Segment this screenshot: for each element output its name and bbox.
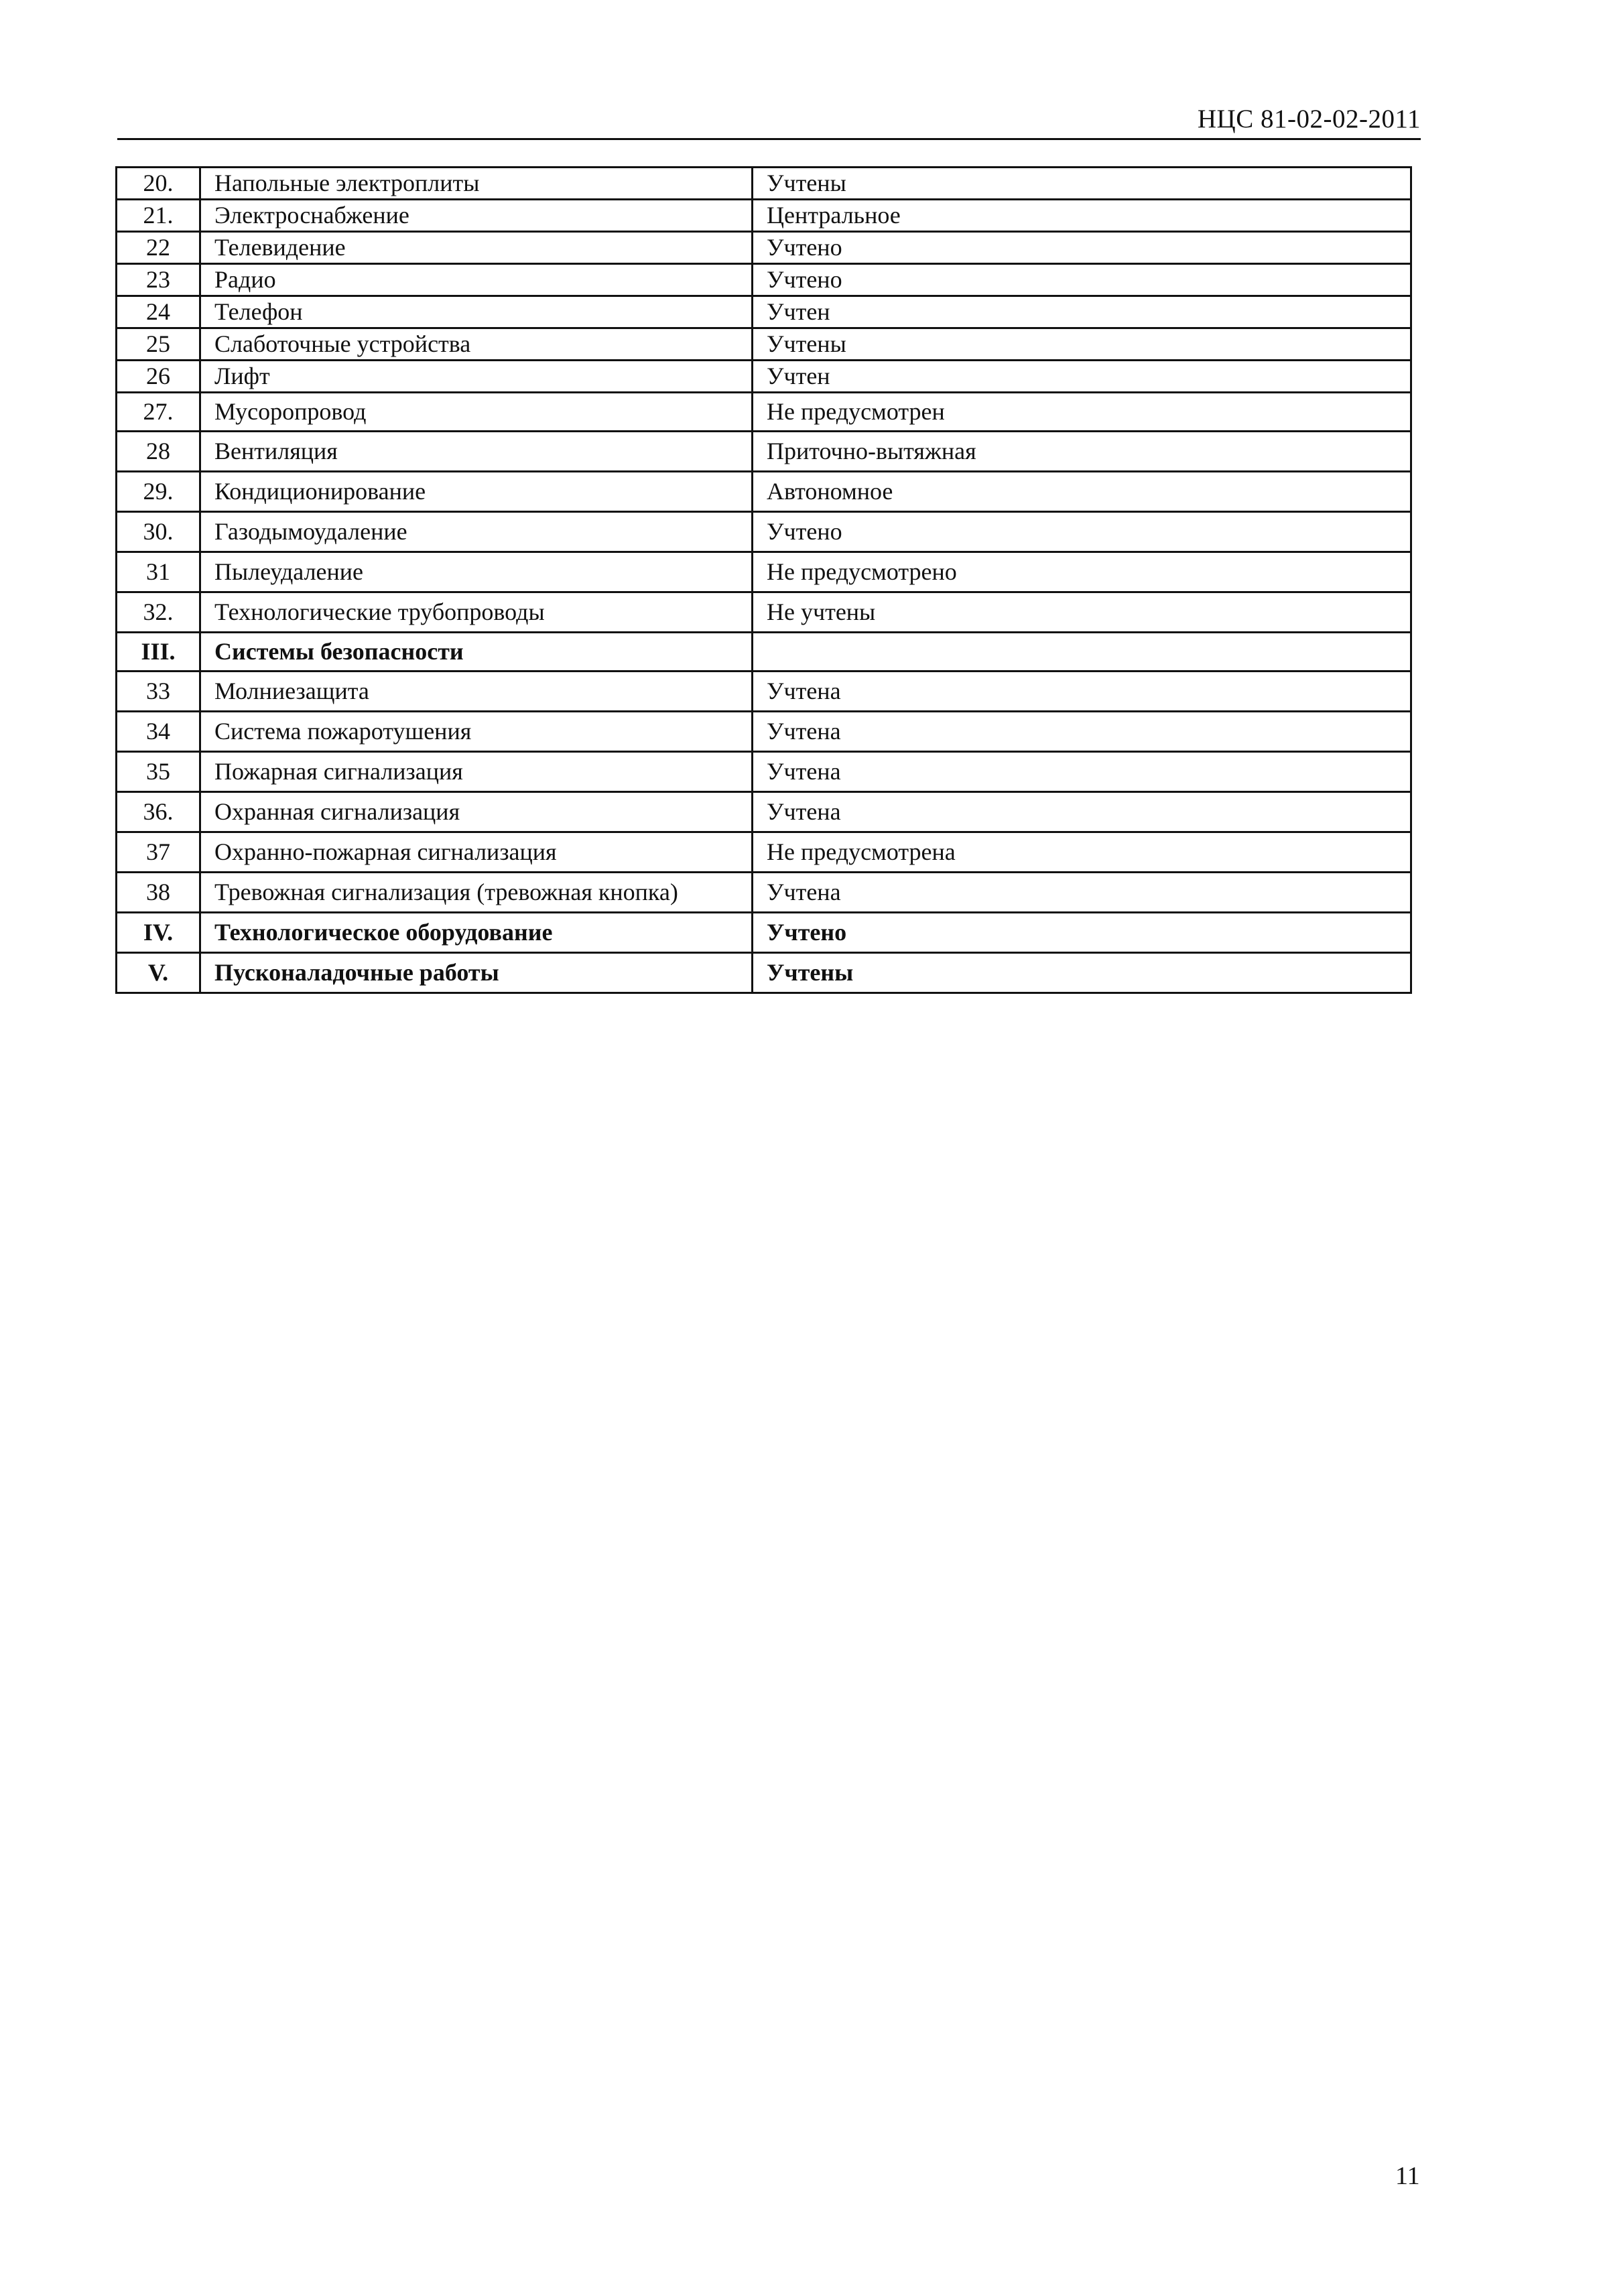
- row-number-cell: 20.: [117, 168, 200, 200]
- row-value-cell: Учтен: [753, 296, 1411, 328]
- row-value-cell: Не предусмотрен: [753, 393, 1411, 432]
- table-row: [117, 953, 1411, 993]
- table-row: [117, 232, 1411, 264]
- row-number-cell: 26: [117, 361, 200, 393]
- row-number-cell: 37: [117, 832, 200, 873]
- row-name-cell: Охранно-пожарная сигнализация: [200, 832, 753, 873]
- table-row: [117, 432, 1411, 472]
- row-name-cell: Пусконаладочные работы: [200, 953, 753, 993]
- row-value-cell: Учтено: [753, 913, 1411, 953]
- row-number-cell: 27.: [117, 393, 200, 432]
- row-number-cell: 25: [117, 328, 200, 361]
- row-number-cell: 35: [117, 752, 200, 792]
- row-value-cell: Учтена: [753, 792, 1411, 832]
- table-row: [117, 393, 1411, 432]
- row-name-cell: Молниезащита: [200, 672, 753, 712]
- row-name-cell: Мусоропровод: [200, 393, 753, 432]
- row-value-cell: Автономное: [753, 472, 1411, 512]
- row-name-cell: Система пожаротушения: [200, 712, 753, 752]
- row-number-cell: 24: [117, 296, 200, 328]
- table-row: [117, 328, 1411, 361]
- row-value-cell: Учтены: [753, 953, 1411, 993]
- row-value-cell: Учтена: [753, 712, 1411, 752]
- row-value-cell: Учтены: [753, 168, 1411, 200]
- row-number-cell: 30.: [117, 512, 200, 552]
- specification-table-body: [117, 168, 1411, 993]
- row-number-cell: 21.: [117, 200, 200, 232]
- row-name-cell: Напольные электроплиты: [200, 168, 753, 200]
- table-row: [117, 832, 1411, 873]
- page-number: 11: [1395, 2162, 1420, 2190]
- table-row: [117, 200, 1411, 232]
- row-name-cell: Лифт: [200, 361, 753, 393]
- row-value-cell: Не учтены: [753, 592, 1411, 633]
- row-number-cell: IV.: [117, 913, 200, 953]
- table-row: [117, 672, 1411, 712]
- row-number-cell: 29.: [117, 472, 200, 512]
- table-row: [117, 592, 1411, 633]
- table-row: [117, 792, 1411, 832]
- row-name-cell: Системы безопасности: [200, 633, 753, 672]
- row-number-cell: 38: [117, 873, 200, 913]
- row-number-cell: 22: [117, 232, 200, 264]
- row-number-cell: 32.: [117, 592, 200, 633]
- table-row: [117, 633, 1411, 672]
- row-value-cell: Не предусмотрено: [753, 552, 1411, 592]
- table-row: [117, 913, 1411, 953]
- document-code: НЦС 81-02-02-2011: [1197, 105, 1421, 133]
- row-value-cell: [753, 633, 1411, 672]
- table-row: [117, 712, 1411, 752]
- row-number-cell: III.: [117, 633, 200, 672]
- row-value-cell: Учтено: [753, 264, 1411, 296]
- row-number-cell: 28: [117, 432, 200, 472]
- row-value-cell: Учтено: [753, 232, 1411, 264]
- page-header: [117, 101, 1421, 140]
- table-row: [117, 873, 1411, 913]
- row-value-cell: Учтена: [753, 752, 1411, 792]
- row-value-cell: Учтено: [753, 512, 1411, 552]
- row-name-cell: Технологическое оборудование: [200, 913, 753, 953]
- row-value-cell: Не предусмотрена: [753, 832, 1411, 873]
- row-name-cell: Пылеудаление: [200, 552, 753, 592]
- row-name-cell: Газодымоудаление: [200, 512, 753, 552]
- table-row: [117, 264, 1411, 296]
- table-row: [117, 296, 1411, 328]
- table-row: [117, 512, 1411, 552]
- table-row: [117, 552, 1411, 592]
- row-value-cell: Учтена: [753, 672, 1411, 712]
- table-row: [117, 752, 1411, 792]
- table-row: [117, 472, 1411, 512]
- row-number-cell: 33: [117, 672, 200, 712]
- row-number-cell: V.: [117, 953, 200, 993]
- row-number-cell: 36.: [117, 792, 200, 832]
- row-name-cell: Тревожная сигнализация (тревожная кнопка): [200, 873, 753, 913]
- table-row: [117, 361, 1411, 393]
- row-value-cell: Центральное: [753, 200, 1411, 232]
- row-name-cell: Пожарная сигнализация: [200, 752, 753, 792]
- row-name-cell: Слаботочные устройства: [200, 328, 753, 361]
- row-value-cell: Учтена: [753, 873, 1411, 913]
- row-name-cell: Телевидение: [200, 232, 753, 264]
- table-row: [117, 168, 1411, 200]
- row-value-cell: Учтены: [753, 328, 1411, 361]
- row-name-cell: Радио: [200, 264, 753, 296]
- row-name-cell: Кондиционирование: [200, 472, 753, 512]
- row-number-cell: 34: [117, 712, 200, 752]
- row-number-cell: 31: [117, 552, 200, 592]
- row-value-cell: Приточно-вытяжная: [753, 432, 1411, 472]
- row-name-cell: Охранная сигнализация: [200, 792, 753, 832]
- row-name-cell: Телефон: [200, 296, 753, 328]
- specification-table: [115, 166, 1412, 994]
- row-number-cell: 23: [117, 264, 200, 296]
- row-value-cell: Учтен: [753, 361, 1411, 393]
- row-name-cell: Вентиляция: [200, 432, 753, 472]
- row-name-cell: Технологические трубопроводы: [200, 592, 753, 633]
- row-name-cell: Электроснабжение: [200, 200, 753, 232]
